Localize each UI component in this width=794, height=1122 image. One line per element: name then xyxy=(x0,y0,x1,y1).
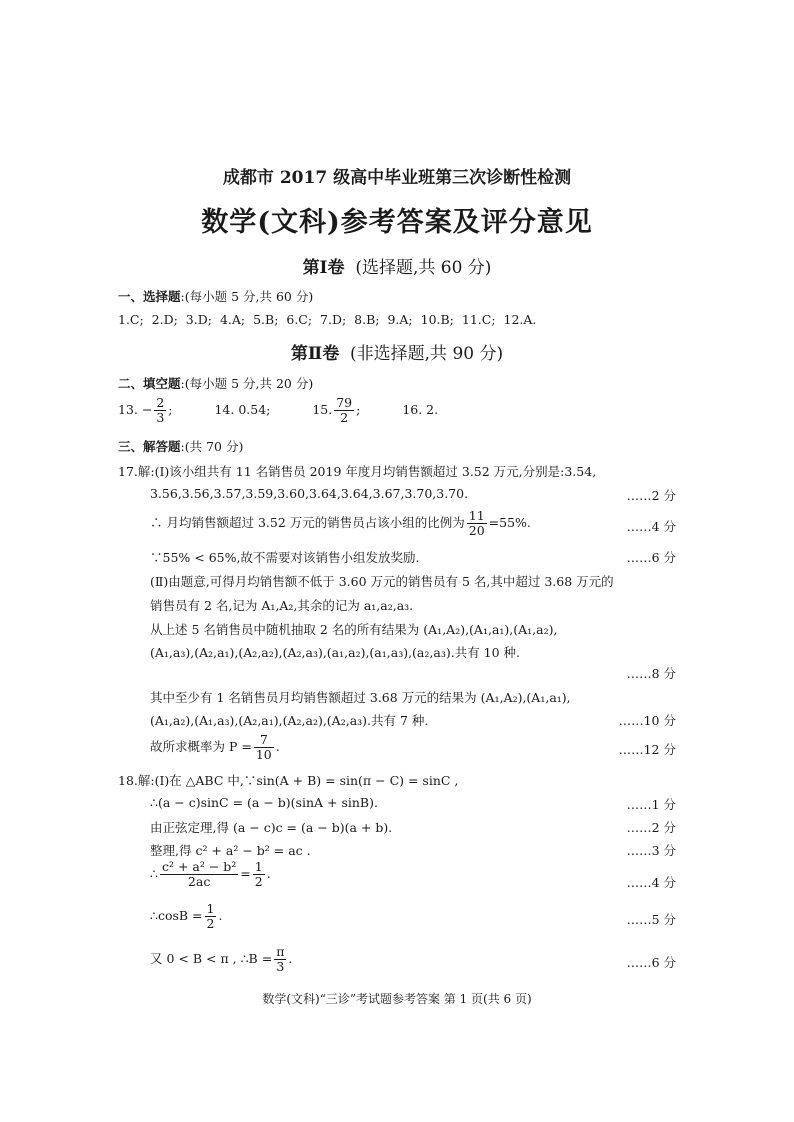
q13-fraction xyxy=(154,396,166,425)
q18-line-5-equals: = xyxy=(240,865,251,881)
q17-probability-numerator: 7 xyxy=(254,733,274,748)
q15-denominator: 2 xyxy=(340,409,349,425)
q17-line-11 xyxy=(150,733,280,762)
fill-section-heading xyxy=(118,374,313,392)
q18-cos-numerator: c² + a² − b² xyxy=(161,859,237,874)
q15-separator: ; xyxy=(356,401,361,417)
q17-line-3-prefix: ∴ 月均销售额超过 3.52 万元的销售员占该小组的比例为 xyxy=(150,514,465,530)
q18-cos-fraction xyxy=(160,860,238,889)
q18-line-5 xyxy=(150,860,271,889)
q18-line-6-prefix: ∴cosB = xyxy=(150,907,203,923)
part1-heading-bold: 第Ⅰ卷 xyxy=(302,258,345,278)
q15-prefix: 15. xyxy=(312,401,333,417)
q18-line-6 xyxy=(150,902,222,931)
q17-score-6: ……6 分 xyxy=(626,550,676,565)
q18-line-2: ∴(a − c)sinC = (a − b)(sinA + sinB). xyxy=(150,795,378,810)
q18-score-4: ……4 分 xyxy=(626,875,676,890)
q14-answer: 14. 0.54; xyxy=(214,401,271,417)
q13-separator: ; xyxy=(168,401,173,417)
q18-half-denominator: 2 xyxy=(254,873,263,889)
q17-ratio-denominator: 20 xyxy=(468,522,485,538)
solve-section-note: :(共 70 分) xyxy=(180,439,244,454)
q18-angle-fraction xyxy=(274,945,286,974)
choice-section-label: 一、选择题 xyxy=(118,289,181,304)
q17-score-8: ……8 分 xyxy=(626,666,676,681)
q18-score-1: ……1 分 xyxy=(626,797,676,812)
q18-half-fraction xyxy=(253,860,265,889)
part2-heading-bold: 第Ⅱ卷 xyxy=(290,344,340,364)
q17-line-8: (A₁,a₃),(A₂,a₁),(A₂,a₂),(A₂,a₃),(a₁,a₂),(a₁,a₃),(a₂,a₃).共有 10 种. xyxy=(150,645,521,660)
fill-section-note: :(每小题 5 分,共 20 分) xyxy=(180,376,314,391)
q17-line-5: (Ⅱ)由题意,可得月均销售额不低于 3.60 万元的销售员有 5 名,其中超过 3.68 万元的 xyxy=(150,574,614,589)
choice-section-note: :(每小题 5 分,共 60 分) xyxy=(180,289,314,304)
q17-line-7: 从上述 5 名销售员中随机抽取 2 名的所有结果为 (A₁,A₂),(A₁,a₁),(A₁,a₂), xyxy=(150,622,558,637)
q13-numerator: 2 xyxy=(156,395,165,410)
q18-line-7 xyxy=(150,945,292,974)
document-title: 成都市 2017 级高中毕业班第三次诊断性检测 xyxy=(222,168,572,188)
q18-line-1: 18.解:(Ⅰ)在 △ABC 中,∵sin(A + B) = sin(π − C) = sinC , xyxy=(118,773,459,788)
q18-line-7-suffix: . xyxy=(288,950,293,966)
solve-section-heading xyxy=(118,437,243,455)
q17-line-9: 其中至少有 1 名销售员月均销售额超过 3.68 万元的结果为 (A₁,A₂),(A₁,a₁), xyxy=(150,690,571,705)
q18-line-5-suffix: . xyxy=(266,865,271,881)
q18-cosb-numerator: 1 xyxy=(206,901,215,916)
fill-section-label: 二、填空题 xyxy=(118,376,181,391)
q18-line-5-prefix: ∴ xyxy=(150,865,158,881)
q18-line-7-prefix: 又 0 < B < π , ∴B = xyxy=(150,950,273,966)
q18-score-3: ……3 分 xyxy=(626,843,676,858)
q13-prefix: 13. − xyxy=(118,401,153,417)
q18-score-2: ……2 分 xyxy=(626,820,676,835)
q17-line-3 xyxy=(150,509,531,538)
q17-line-4: ∵55% < 65%,故不需要对该销售小组发放奖励. xyxy=(150,550,420,565)
q17-ratio-numerator: 11 xyxy=(468,508,485,523)
q18-angle-denominator: 3 xyxy=(276,958,285,974)
q17-score-2: ……2 分 xyxy=(626,488,676,503)
q18-line-3: 由正弦定理,得 (a − c)c = (a − b)(a + b). xyxy=(150,820,393,835)
q18-half-numerator: 1 xyxy=(254,859,263,874)
document-subtitle: 数学(文科)参考答案及评分意见 xyxy=(201,207,593,238)
q18-line-4: 整理,得 c² + a² − b² = ac . xyxy=(150,843,311,858)
q17-ratio-fraction xyxy=(467,509,487,538)
q18-angle-numerator: π xyxy=(276,944,285,959)
page-footer: 数学(文科)“三诊”考试题参考答案 第 1 页(共 6 页) xyxy=(262,992,532,1006)
q17-line-10: (A₁,a₂),(A₁,a₃),(A₂,a₁),(A₂,a₂),(A₂,a₃).共有 7 种. xyxy=(150,713,429,728)
q17-score-12: ……12 分 xyxy=(618,742,676,757)
part1-heading xyxy=(0,253,794,278)
q17-probability-fraction xyxy=(254,733,274,762)
q18-cosb-fraction xyxy=(205,902,217,931)
q18-cos-denominator: 2ac xyxy=(187,873,211,889)
q17-line-11-suffix: . xyxy=(275,738,280,754)
choice-section-heading xyxy=(118,287,313,305)
choice-answers: 1.C; 2.D; 3.D; 4.A; 5.B; 6.C; 7.D; 8.B; 9.A; 10.B; 11.C; 12.A. xyxy=(118,312,537,327)
q13-denominator: 3 xyxy=(156,409,165,425)
q17-line-3-suffix: =55%. xyxy=(488,514,531,530)
part2-heading xyxy=(0,339,794,364)
q17-line-1: 17.解:(Ⅰ)该小组共有 11 名销售员 2019 年度月均销售额超过 3.52 万元,分别是:3.54, xyxy=(118,464,597,479)
q17-score-4: ……4 分 xyxy=(626,519,676,534)
solve-section-label: 三、解答题 xyxy=(118,439,181,454)
q18-line-6-suffix: . xyxy=(218,907,223,923)
q18-cosb-denominator: 2 xyxy=(206,915,215,931)
q18-score-6: ……6 分 xyxy=(626,955,676,970)
part1-heading-rest: (选择题,共 60 分) xyxy=(355,258,492,278)
q17-line-6: 销售员有 2 名,记为 A₁,A₂,其余的记为 a₁,a₂,a₃. xyxy=(150,598,414,613)
q17-line-2: 3.56,3.56,3.57,3.59,3.60,3.64,3.64,3.67,3.70,3.70. xyxy=(150,486,469,501)
q15-numerator: 79 xyxy=(336,395,353,410)
q15-fraction xyxy=(334,396,354,425)
q17-score-10: ……10 分 xyxy=(618,713,676,728)
q17-probability-denominator: 10 xyxy=(255,746,272,762)
q18-score-5: ……5 分 xyxy=(626,912,676,927)
fill-answers xyxy=(118,396,438,425)
part2-heading-rest: (非选择题,共 90 分) xyxy=(350,344,504,364)
q17-line-11-prefix: 故所求概率为 P = xyxy=(150,738,252,754)
q16-answer: 16. 2. xyxy=(402,401,439,417)
